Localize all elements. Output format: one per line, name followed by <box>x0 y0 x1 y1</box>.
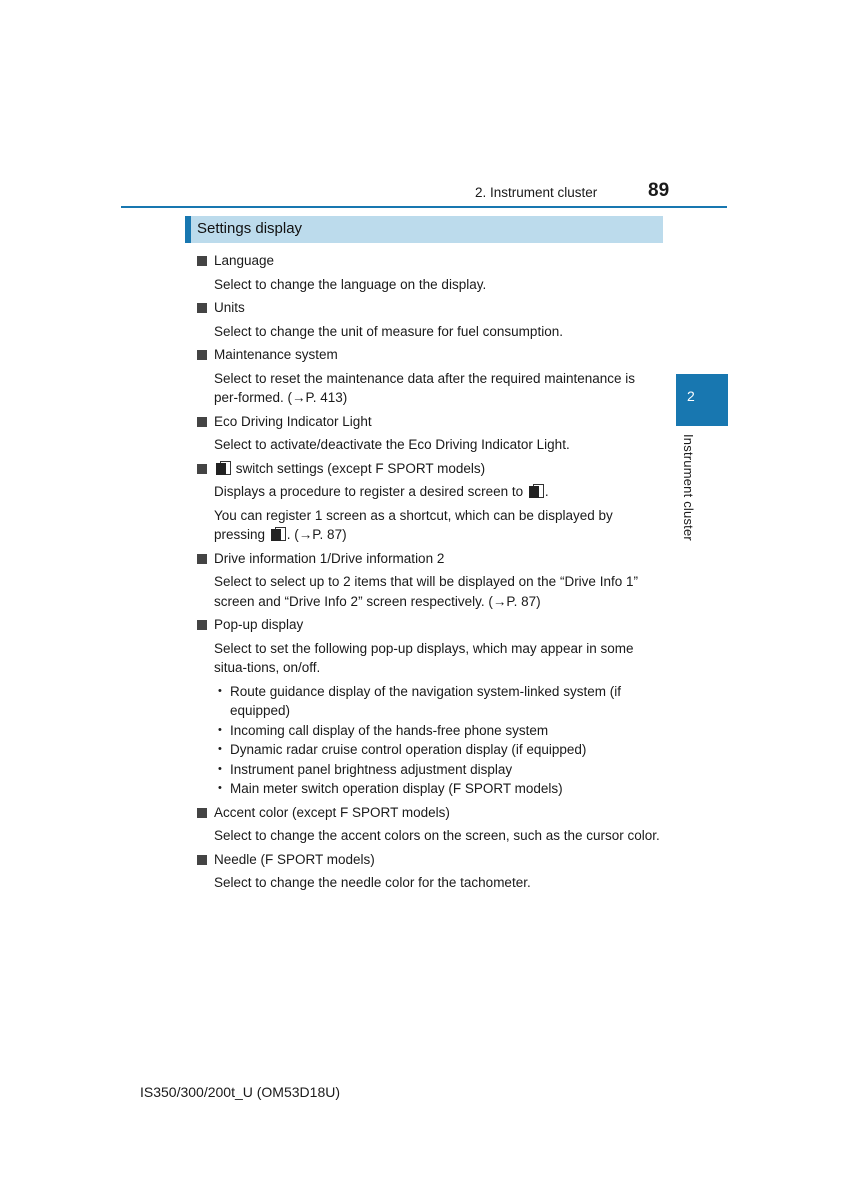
item-needle <box>196 850 662 893</box>
section-title-bar <box>185 216 663 243</box>
item-heading: switch settings (except F SPORT models) <box>196 459 662 479</box>
running-header-section: 2. Instrument cluster <box>475 185 598 200</box>
square-bullet-icon <box>197 620 207 630</box>
footer-model-code: IS350/300/200t_U (OM53D18U) <box>140 1084 340 1100</box>
list-item: • Route guidance display of the navigation system-linked system (if equipped) <box>218 682 662 721</box>
square-bullet-icon <box>197 855 207 865</box>
square-bullet-icon <box>197 350 207 360</box>
list-item: • Dynamic radar cruise control operation display (if equipped) <box>218 740 662 760</box>
item-accent-color <box>196 803 662 846</box>
item-units <box>196 298 662 341</box>
section-title: Settings display <box>197 220 303 237</box>
list-item: • Instrument panel brightness adjustment display <box>218 760 662 780</box>
item-description: Select to reset the maintenance data after the required maintenance is per-formed. (→P. 413) <box>214 370 636 405</box>
popup-display-list <box>214 682 662 799</box>
item-maintenance-system <box>196 345 662 408</box>
item-switch-settings <box>196 459 662 545</box>
item-description: Displays a procedure to register a desired screen to . You can register 1 screen as a shortcut, which can be displayed by pressing . (→P. 87) <box>214 484 613 542</box>
item-description: Select to change the unit of measure for fuel consumption. <box>214 323 563 339</box>
header-rule <box>121 206 727 208</box>
list-item: • Main meter switch operation display (F SPORT models) <box>218 779 662 799</box>
item-heading: Needle (F SPORT models) <box>196 850 662 870</box>
item-heading: Accent color (except F SPORT models) <box>196 803 662 823</box>
meter-switch-icon <box>271 527 285 541</box>
item-heading: Language <box>196 251 662 271</box>
item-description: Select to change the language on the display. <box>214 276 487 292</box>
item-drive-information <box>196 549 662 612</box>
meter-switch-icon <box>529 484 543 498</box>
item-heading: Pop-up display <box>196 615 662 635</box>
square-bullet-icon <box>197 464 207 474</box>
chapter-tab <box>676 374 728 426</box>
chapter-label: Instrument cluster <box>681 434 696 541</box>
item-description: Select to select up to 2 items that will be displayed on the “Drive Info 1” screen and “Drive Info 2” screen respectively. (→P. 87) <box>214 574 638 609</box>
chapter-number: 2 <box>687 388 695 404</box>
list-item: • Incoming call display of the hands-free phone system <box>218 721 662 741</box>
item-description: Select to activate/deactivate the Eco Driving Indicator Light. <box>214 437 570 452</box>
page-number: 89 <box>648 180 670 201</box>
item-heading: Maintenance system <box>196 345 662 365</box>
square-bullet-icon <box>197 256 207 266</box>
square-bullet-icon <box>197 808 207 818</box>
square-bullet-icon <box>197 417 207 427</box>
item-heading: Eco Driving Indicator Light <box>196 412 662 432</box>
item-heading: Drive information 1/Drive information 2 <box>196 549 662 569</box>
item-eco-driving-indicator <box>196 412 662 455</box>
item-heading: Units <box>196 298 662 318</box>
section-title-accent <box>185 216 191 243</box>
item-description: Select to set the following pop-up displays, which may appear in some situa-tions, on/off. • Route guidance display of the navigation system-linked system (if equipped) • Incoming call display of the hands-free phone system • Dynamic radar cruise control operation display (if equipped) • Instrument panel brightness adjustment display • Main meter switch operation display (F SPORT models) <box>196 639 662 799</box>
item-description: Select to change the accent colors on the screen, such as the cursor color. <box>214 828 660 843</box>
square-bullet-icon <box>197 303 207 313</box>
meter-switch-icon <box>216 461 230 475</box>
square-bullet-icon <box>197 554 207 564</box>
item-description: Select to change the needle color for the tachometer. <box>214 875 531 890</box>
item-popup-display <box>196 615 662 799</box>
settings-content <box>196 247 662 897</box>
item-language <box>196 251 662 294</box>
